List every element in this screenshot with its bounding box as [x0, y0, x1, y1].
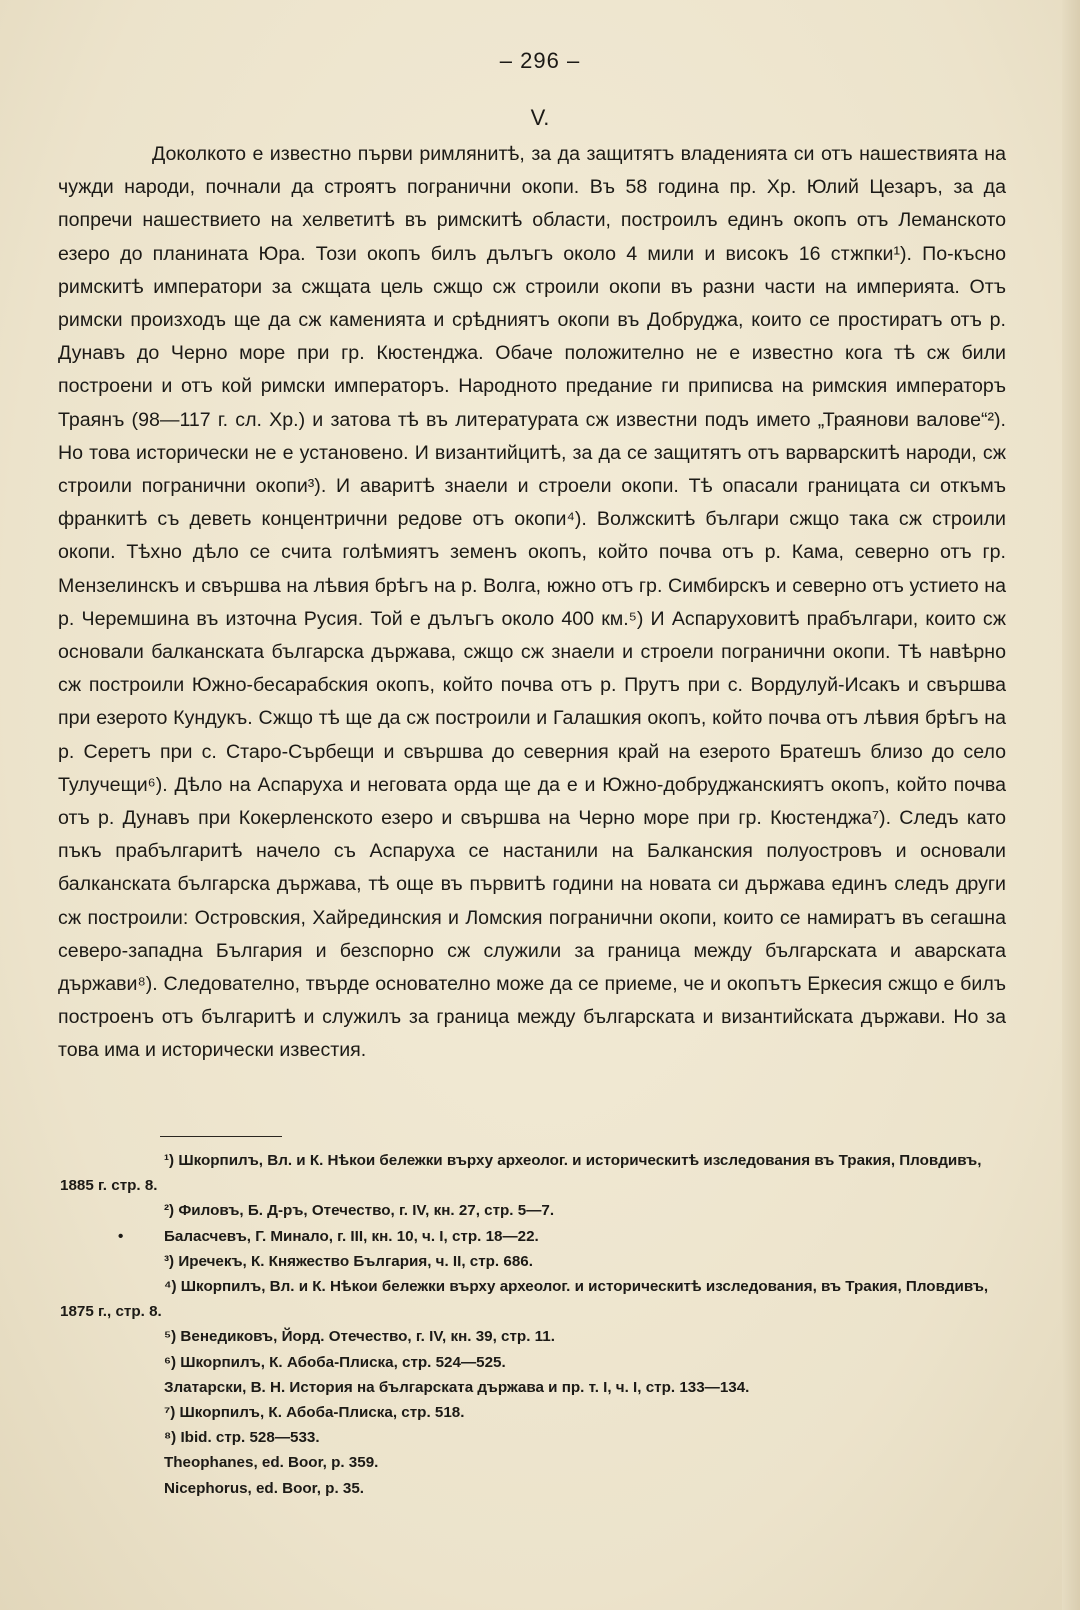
marginal-mark: • [118, 1227, 124, 1245]
footnote-3: ³) Иречекъ, К. Княжество България, ч. II, стр. 686. [164, 1252, 533, 1270]
page-number: – 296 – [499, 48, 581, 73]
section-heading: V. [530, 105, 550, 130]
main-paragraph: Доколкото е известно първи римлянитѣ, за да защитятъ владенията си отъ нашествията на чужди народи, почнали да строятъ погранични окопи. Въ 58 година пр. Хр. Юлий Цезаръ, за да попречи нашествието на хелветитѣ въ римскитѣ области, построилъ единъ окопъ отъ Леманското езеро до планината Юра. Този окопъ билъ дълъгъ около 4 мили и високъ 16 стжпки¹). По-късно римскитѣ императори за сжщата цель сжщо сж строили окопи въ разни части на империята. Отъ римски произходъ ще да сж каменията и срѣдниятъ окопи въ Добруджа, които се простиратъ отъ р. Дунавъ до Черно море при гр. Кюстенджа. Обаче положително не е известно кога тѣ сж били построени и отъ кой римски императоръ. Народното предание ги приписва на римския императоръ Траянъ (98—117 г. сл. Хр.) и затова тѣ въ литературата сж известни подъ името „Траянови валове“²). Но това исторически не е установено. И византийцитѣ, за да се защитятъ отъ варварскитѣ народи, сж строили погранични окопи³). И аваритѣ знаели и строели окопи. Тѣ опасали границата си откъмъ франкитѣ съ деветь концентрични редове отъ окопи⁴). Волжскитѣ българи сжщо така сж строили окопи. Тѣхно дѣло се счита голѣмиятъ земенъ окопъ, който почва отъ р. Кама, северно отъ гр. Мензелинскъ и свършва на лѣвия брѣгъ на р. Волга, южно отъ гр. Симбирскъ и северно отъ устието на р. Черемшина въ източна Русия. Той е дълъгъ около 400 км.⁵) И Аспаруховитѣ прабългари, които сж основали балканската българска държава, сжщо сж знаели и строели погранични окопи. Тѣ навѣрно сж построили Южно-бесарабския окопъ, който почва отъ р. Прутъ при с. Вордулуй-Исакъ и свършва при езерото Кундукъ. Сжщо тѣ ще да сж построили и Галашкия окопъ, който почва отъ лѣвия брѣгъ на р. Серетъ при с. Старо-Сърбещи и свършва до северния край на езерото Братешъ близо до село Тулучещи⁶). Дѣло на Аспаруха и неговата орда ще да е и Южно-добруджанскиятъ окопъ, който почва отъ р. Дунавъ при Кокерленското езеро и свършва на Черно море при гр. Кюстенджа⁷). Следъ като пъкъ прабългаритѣ начело съ Аспаруха се настанили на Балканския полуостровъ и основали балканската българска държава, тѣ още въ първитѣ години на новата си държава единъ следъ други сж построили: Островския, Хайрединския и Ломския погранични окопи, които се намиратъ въ сегашна северо-западна България и безспорно сж служили за граница между българската и аварската държави⁸). Следователно, твърде основателно може да се приеме, че и окопътъ Еркесия сжщо е билъ построенъ отъ българитѣ и служилъ за граница между българската и византийската държави. Но за това има и исторически известия. [58, 143, 1006, 1062]
footnote-rule [160, 1136, 282, 1137]
footnote-2: ²) Филовъ, Б. Д-ръ, Отечество, г. IV, кн. 27, стр. 5—7. [164, 1202, 555, 1220]
footnote-1: ¹) Шкорпилъ, Вл. и К. Нѣкои бележки върху археолог. и историческитѣ изследования въ Тракия, Пловдивъ, 1885 г. стр. 8. [60, 1152, 982, 1195]
main-text [58, 138, 1006, 1068]
footnote-8-cont-2: Nicephorus, ed. Boor, p. 35. [164, 1479, 365, 1497]
footnote-5: ⁵) Венедиковъ, Йорд. Отечество, г. IV, кн. 39, стр. 11. [164, 1328, 555, 1346]
footnote-7: ⁷) Шкорпилъ, К. Абоба-Плиска, стр. 518. [164, 1404, 465, 1422]
footnote-2-cont-text: Баласчевъ, Г. Минало, г. III, кн. 10, ч. I, стр. 18—22. [164, 1227, 539, 1245]
footnote-2-cont [60, 1224, 1004, 1249]
footnote-4: ⁴) Шкорпилъ, Вл. и К. Нѣкои бележки върху археолог. и историческитѣ изследования, въ Тракия, Пловдивъ, 1875 г., стр. 8. [60, 1278, 989, 1321]
footnote-8: ⁸) Ibid. стр. 528—533. [164, 1429, 320, 1447]
footnotes [60, 1148, 1004, 1501]
footnote-6: ⁶) Шкорпилъ, К. Абоба-Плиска, стр. 524—525. [164, 1353, 506, 1371]
footnote-8-cont-1: Theophanes, ed. Boor, p. 359. [164, 1454, 379, 1472]
footnote-6-cont: Златарски, В. Н. История на българската държава и пр. т. I, ч. I, стр. 133—134. [164, 1378, 750, 1396]
page-edge [1062, 0, 1080, 1610]
